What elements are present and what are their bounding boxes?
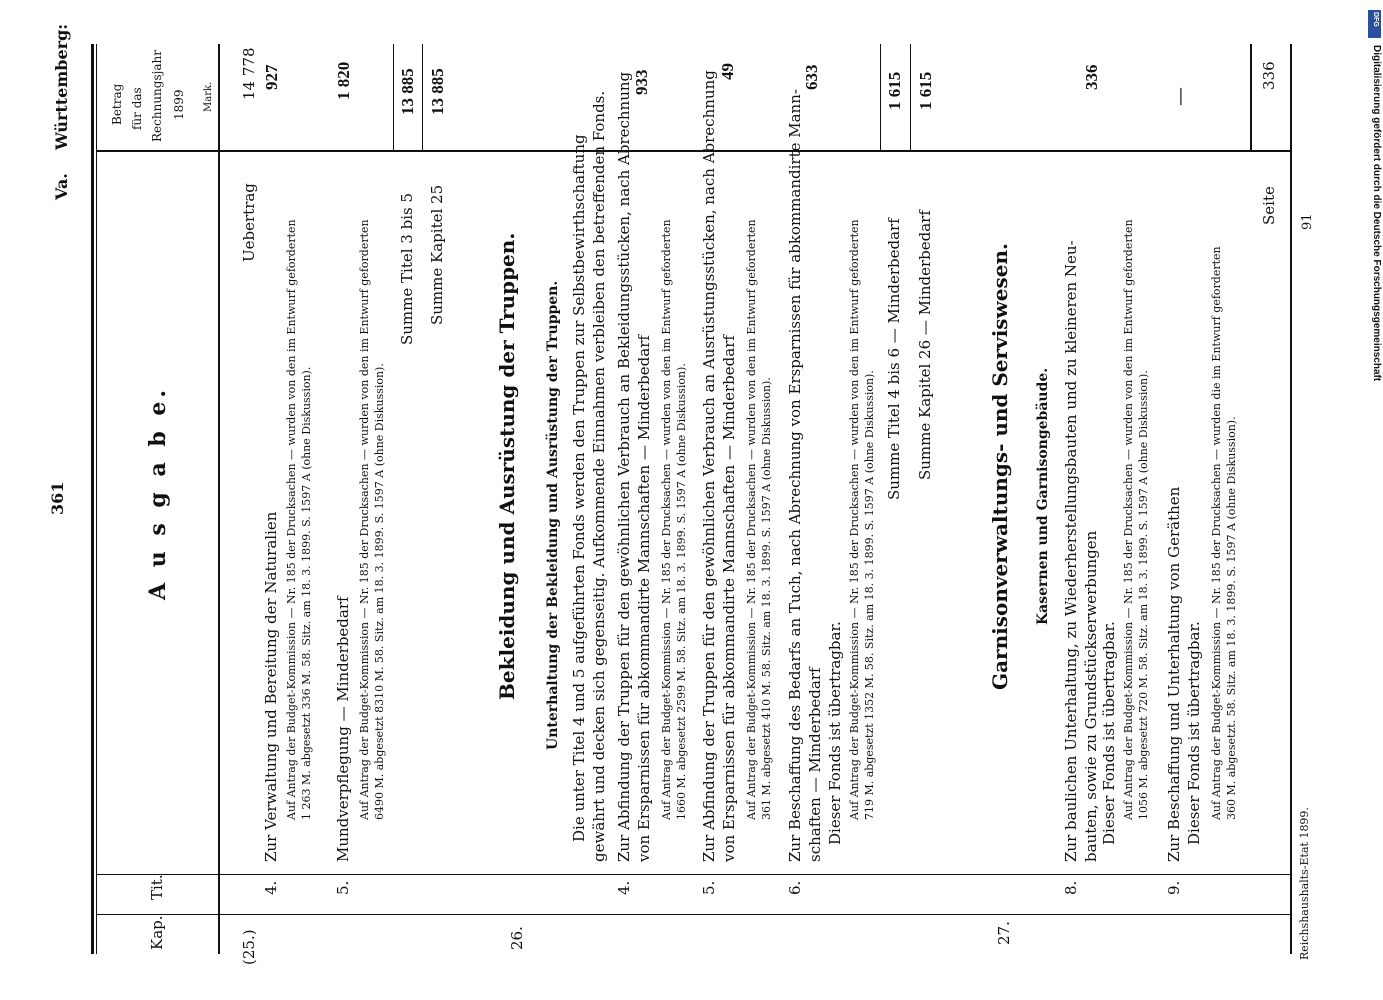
k26-tit-6-text-b: schaften — Minderbedarf — [806, 667, 824, 862]
k27-tit-9-text-b: Dieser Fonds ist übertragbar. — [1185, 621, 1203, 845]
kap-26: 26. — [508, 926, 526, 950]
ubertrag-label: Uebertrag — [240, 183, 258, 262]
tit-4-note-b: 1 263 M. abgesetzt 336 M. 58. Sitz. am 18. 3. 1899. S. 1597 A (ohne Diskussion). — [300, 366, 313, 820]
k27-tit-9-note-a: Auf Antrag der Budget-Kommission — Nr. 185 der Drucksachen — wurden die im Entwurf geforderten — [1210, 246, 1223, 820]
kap-27-title: Garnisonverwaltungs- und Serviswesen. — [988, 243, 1012, 690]
tit-5-text: Mundverpflegung — Minderbedarf — [334, 596, 352, 862]
k27-tit-9-text-a: Zur Beschaffung und Unterhaltung von Geräthen — [1165, 486, 1183, 862]
k27-tit-8-note-a: Auf Antrag der Budget-Kommission — Nr. 185 der Drucksachen — wurden von den im Entwurf geforderten — [1122, 219, 1135, 820]
col-kap-label: Kap. — [148, 915, 166, 950]
k26-tit-4-text-a: Zur Abfindung der Truppen für den gewöhnlichen Verbrauch an Bekleidungsstücken, nach Abrechnung — [615, 71, 633, 862]
tit-column-rule — [96, 874, 1291, 875]
kap-26-intro-a: Die unter Titel 4 und 5 aufgeführten Fonds werden den Truppen zur Selbstbewirthschaftung — [570, 134, 588, 842]
page-number: 361 — [48, 481, 67, 515]
k27-tit-9: 9. — [1165, 880, 1183, 895]
sum-box-rule-1 — [393, 44, 394, 150]
k26-tit-4-note-a: Auf Antrag der Budget-Kommission — Nr. 185 der Drucksachen — wurden von den im Entwurf geforderten — [660, 219, 673, 820]
tit-5: 5. — [334, 880, 352, 895]
state-label: Württemberg: — [52, 23, 71, 150]
header-rule — [218, 44, 220, 954]
k27-tit-8-amount: 336 — [1082, 64, 1101, 90]
sum-box-rule-3 — [880, 44, 881, 150]
k26-tit-5-text-b: von Ersparnissen für abkommandirte Mannschaften — Minderbedarf — [720, 335, 738, 862]
k26-tit-6-text-c: Dieser Fonds ist übertragbar. — [826, 621, 844, 845]
amount-unit: Mark. — [203, 81, 214, 112]
tit-5-note-a: Auf Antrag der Budget-Kommission — Nr. 185 der Drucksachen — wurden von den im Entwurf geforderten — [358, 219, 371, 820]
kap-27-subtitle: Kasernen und Garnisongebäude. — [1035, 367, 1051, 625]
kap-26-title: Bekleidung und Ausrüstung der Truppen. — [495, 232, 519, 700]
k26-tit-5: 5. — [700, 880, 718, 895]
sum-kapitel-26: Summe Kapitel 26 — Minderbedarf — [916, 210, 934, 480]
dfg-logo — [1368, 10, 1381, 38]
k26-tit-4-note-b: 1660 M. abgesetzt 2599 M. 58. Sitz. am 18. 3. 1899. S. 1597 A (ohne Diskussion). — [675, 363, 688, 820]
k27-tit-8-note-b: 1056 M. abgesetzt 720 M. 58. Sitz. am 18. 3. 1899. S. 1597 A (ohne Diskussion). — [1137, 370, 1150, 820]
k26-tit-5-note-a: Auf Antrag der Budget-Kommission — Nr. 185 der Drucksachen — wurden von den im Entwurf geforderten — [745, 219, 758, 820]
k26-tit-6-amount: 633 — [802, 64, 821, 90]
seite-label: Seite — [1260, 186, 1278, 225]
k26-tit-4: 4. — [615, 880, 633, 895]
sum-box-rule-2 — [422, 44, 423, 150]
tit-4-amount: 927 — [262, 64, 281, 90]
sum-titel-4-6: Summe Titel 4 bis 6 — Minderbedarf — [885, 218, 903, 500]
ubertrag-amount: 14 778 — [240, 47, 258, 100]
sum-box-rule-5 — [1250, 44, 1252, 150]
k27-tit-8-text-c: Dieser Fonds ist übertragbar. — [1100, 621, 1118, 845]
col-tit-label: Tit. — [148, 874, 166, 900]
k27-tit-8-text-b: bauten, sowie zu Grundstückserwerbungen — [1082, 530, 1100, 862]
outer-left-rule — [91, 44, 94, 954]
k27-tit-9-note-b: 360 M. abgesetzt. 58. Sitz. am 18. 3. 1899. S. 1597 A (ohne Diskussion). — [1225, 416, 1238, 820]
sum-kapitel-26-amount: 1 615 — [916, 71, 935, 110]
page-title: A u s g a b e. — [145, 385, 171, 600]
kap-25: (25.) — [240, 929, 258, 965]
amount-column-rule — [96, 150, 1291, 152]
sheet-number: 91 — [1300, 213, 1315, 230]
etat-footer: Reichshaushalts-Etat 1899. — [1298, 807, 1311, 960]
k26-tit-5-amount: 49 — [718, 63, 737, 80]
tit-5-note-b: 6490 M. abgesetzt 8310 M. 58. Sitz. am 18. 3. 1899. S. 1597 A (ohne Diskussion). — [373, 363, 386, 820]
k26-tit-6-text-a: Zur Beschaffung des Bedarfs an Tuch, nach Abrechnung von Ersparnissen für abkommandirte Mann- — [786, 89, 804, 862]
digitization-note: Digitalisierung gefördert durch die Deutsche Forschungsgemeinschaft — [1371, 45, 1382, 382]
k26-tit-6: 6. — [786, 880, 804, 895]
sum-titel-3-5-amount: 13 885 — [398, 68, 417, 115]
kap-27: 27. — [995, 921, 1013, 945]
k26-tit-6-note-a: Auf Antrag der Budget-Kommission — Nr. 185 der Drucksachen — wurden von den im Entwurf geforderten — [848, 219, 861, 820]
sum-titel-3-5: Summe Titel 3 bis 5 — [398, 192, 416, 345]
kap-26-subtitle: Unterhaltung der Bekleidung und Ausrüstung der Truppen. — [545, 280, 561, 750]
k27-tit-8: 8. — [1062, 880, 1080, 895]
outer-right-rule — [1290, 44, 1292, 954]
k26-tit-6-note-b: 719 M. abgesetzt 1352 M. 58. Sitz. am 18. 3. 1899. S. 1597 A (ohne Diskussion). — [863, 370, 876, 820]
k26-tit-4-text-b: von Ersparnissen für abkommandirte Mannschaften — Minderbedarf — [635, 335, 653, 862]
amount-header-line-4: 1899 — [172, 89, 186, 120]
seite-amount: 336 — [1260, 61, 1278, 90]
amount-header-line-3: Rechnungsjahr — [150, 50, 164, 142]
tit-4-note-a: Auf Antrag der Budget-Kommission — Nr. 185 der Drucksachen — wurden von den im Entwurf geforderten — [285, 219, 298, 820]
k26-tit-5-text-a: Zur Abfindung der Truppen für den gewöhnlichen Verbrauch an Ausrüstungsstücken, nach Abrechnung — [700, 70, 718, 862]
sum-kapitel-25-amount: 13 885 — [428, 68, 447, 115]
tit-4: 4. — [262, 880, 280, 895]
tit-5-amount: 1 820 — [334, 61, 353, 100]
dfg-logo-text: DFG — [1372, 12, 1379, 27]
sum-kapitel-25: Summe Kapitel 25 — [428, 184, 446, 325]
column-rule-tit — [96, 44, 97, 954]
sum-titel-4-6-amount: 1 615 — [885, 71, 904, 110]
k27-tit-8-text-a: Zur baulichen Unterhaltung, zu Wiederherstellungsbauten und zu kleineren Neu- — [1062, 240, 1080, 862]
kap-column-rule — [96, 914, 1291, 915]
section-label: Va. — [52, 173, 71, 200]
amount-header-line-1: Betrag — [110, 83, 124, 125]
sum-box-rule-4 — [910, 44, 911, 150]
amount-header-line-2: für das — [130, 87, 144, 130]
k27-tit-9-amount: — — [1170, 88, 1189, 105]
k26-tit-5-note-b: 361 M. abgesetzt 410 M. 58. Sitz. am 18. 3. 1899. S. 1597 A (ohne Diskussion). — [760, 377, 773, 820]
kap-26-intro-b: gewährt und decken sich gegenseitig. Aufkommende Einnahmen verbleiben den betreffenden Fonds. — [590, 90, 608, 862]
tit-4-text: Zur Verwaltung und Bereitung der Naturalien — [262, 511, 280, 862]
k26-tit-4-amount: 933 — [632, 69, 651, 95]
